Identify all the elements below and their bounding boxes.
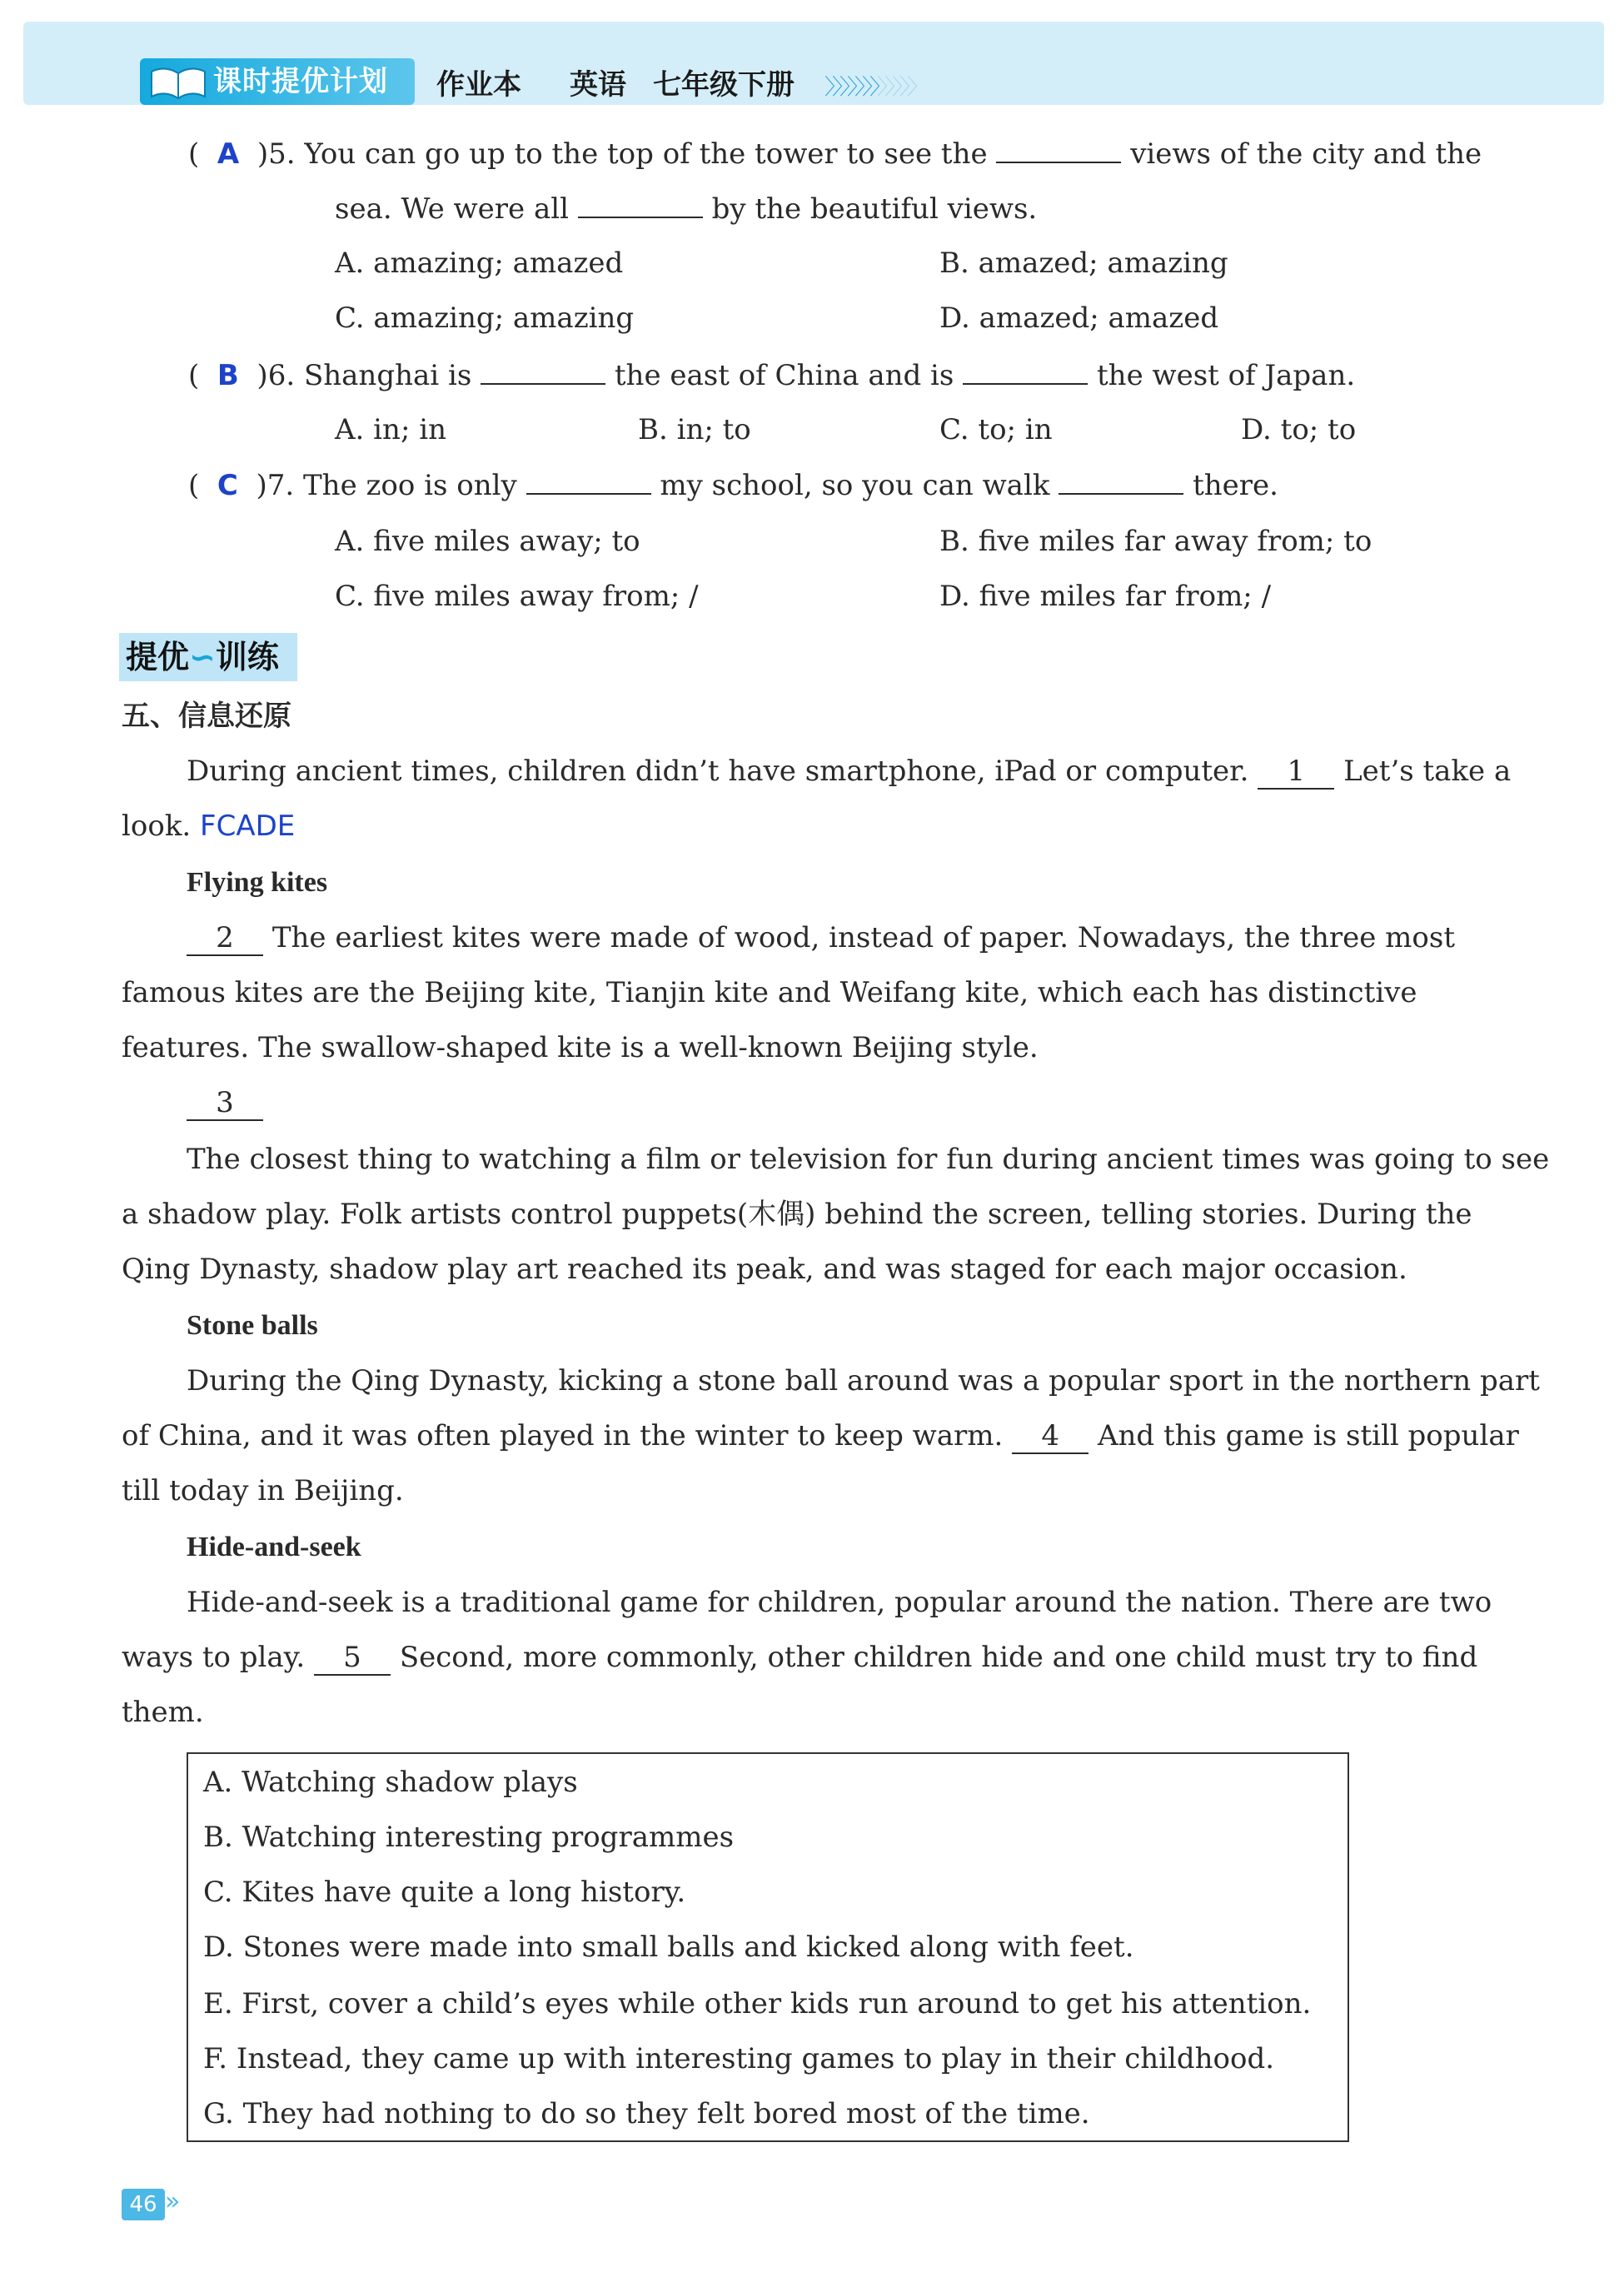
kites-line-2: famous kites are the Beijing kite, Tianjin kite and Weifang kite, which each has distinctive [122, 976, 1417, 1009]
grade: 七年级下册 [653, 68, 795, 102]
choice-c: C. Kites have quite a long history. [203, 1876, 686, 1909]
passage-text: And this game is still popular [1097, 1419, 1519, 1452]
answer-blank [963, 358, 1088, 385]
blank-4: 4 [1012, 1419, 1088, 1454]
answer-blank [481, 358, 605, 385]
brand-name: 课时提优计划 [213, 65, 388, 98]
blank-2: 2 [187, 921, 263, 956]
answer-6: B [217, 359, 239, 392]
question-text: views of the city and the [1130, 137, 1482, 171]
book-type: 作业本 [436, 68, 521, 102]
shadow-line-1: The closest thing to watching a film or television for fun during ancient times was going to see [187, 1143, 1550, 1176]
choice-a: A. Watching shadow plays [203, 1766, 578, 1799]
shadow-line-3: Qing Dynasty, shadow play art reached its peak, and was staged for each major occasion. [122, 1253, 1407, 1286]
passage-text: of China, and it was often played in the winter to keep warm. [122, 1419, 1004, 1452]
brand-logo [140, 58, 415, 105]
question-number: 5. [268, 137, 296, 171]
option-b: B. in; to [638, 413, 751, 446]
passage-text: ways to play. [122, 1641, 306, 1674]
option-d: D. to; to [1241, 413, 1357, 446]
heading-stone-balls: Stone balls [187, 1310, 318, 1341]
question-5-line-2 [335, 192, 1037, 226]
chevron-right-icon: » [165, 2187, 181, 2216]
hide-line-1: Hide-and-seek is a traditional game for children, popular around the nation. There are two [187, 1586, 1492, 1619]
stone-line-1: During the Qing Dynasty, kicking a stone ball around was a popular sport in the northern part [187, 1364, 1540, 1398]
swirl-icon: ∽ [189, 639, 216, 675]
blank-5: 5 [314, 1641, 391, 1676]
option-d: D. amazed; amazed [939, 301, 1219, 335]
question-5-line-1: ( A )5. You can go up to the top of the tower to see the views of the city and the [188, 137, 1482, 171]
answer-5: A [217, 137, 240, 171]
question-text: the west of Japan. [1097, 359, 1356, 392]
answer-blank [996, 137, 1121, 163]
option-c: C. to; in [939, 413, 1053, 446]
question-7-line-1: ( C )7. The zoo is only my school, so you can walk there. [188, 469, 1278, 502]
answer-key: FCADE [200, 810, 296, 843]
choice-d: D. Stones were made into small balls and kicked along with feet. [203, 1931, 1134, 1964]
tab-label: 训练 [215, 639, 279, 675]
passage-text: look. [122, 810, 192, 843]
subject: 英语 [570, 68, 626, 102]
question-text: sea. We were all [335, 192, 569, 226]
passage-text: During ancient times, children didn’t have smartphone, iPad or computer. [187, 755, 1249, 788]
question-text: Shanghai is [303, 359, 472, 392]
passage-text: The earliest kites were made of wood, instead of paper. Nowadays, the three most [271, 921, 1455, 954]
option-d: D. five miles far from; / [939, 580, 1272, 613]
answer-blank [578, 192, 703, 218]
choice-e: E. First, cover a child’s eyes while other kids run around to get his attention. [203, 1987, 1312, 2020]
chevron-arrows-icon: 〉〉〉〉〉〉〉〉〉〉〉〉 [824, 75, 926, 100]
option-b: B. amazed; amazing [939, 247, 1228, 280]
section-title: 五、信息还原 [122, 700, 291, 733]
blank-3: 3 [187, 1086, 263, 1121]
page-number: 46 [122, 2189, 165, 2220]
stone-line-2 [122, 1419, 1519, 1454]
question-number: 7. [267, 469, 295, 502]
question-text: there. [1193, 469, 1278, 502]
choice-f: F. Instead, they came up with interesting games to play in their childhood. [203, 2042, 1275, 2075]
option-a: A. amazing; amazed [335, 247, 624, 280]
answer-7: C [217, 469, 238, 502]
heading-flying-kites: Flying kites [187, 867, 328, 898]
answer-blank [526, 468, 651, 495]
shadow-line-2: a shadow play. Folk artists control puppets(木偶) behind the screen, telling stories. During the [122, 1198, 1472, 1231]
shadow-heading-blank [187, 1086, 263, 1121]
question-text: The zoo is only [303, 469, 517, 502]
section-tab [119, 633, 297, 681]
tab-label: 提优 [126, 639, 190, 675]
question-6-line-1: ( B )6. Shanghai is the east of China and is the west of Japan. [188, 359, 1356, 392]
intro-line-1 [187, 755, 1511, 790]
option-a: A. in; in [335, 413, 446, 446]
option-c: C. five miles away from; / [335, 580, 699, 613]
question-text: the east of China and is [614, 359, 954, 392]
stone-line-3: till today in Beijing. [122, 1474, 404, 1507]
choice-b: B. Watching interesting programmes [203, 1821, 735, 1854]
intro-line-2 [122, 810, 295, 843]
question-text: my school, so you can walk [660, 469, 1050, 502]
passage-text: Let’s take a [1343, 755, 1512, 788]
blank-1: 1 [1258, 755, 1334, 790]
kites-line-1 [187, 921, 1455, 956]
option-a: A. five miles away; to [335, 525, 640, 558]
passage-text: Second, more commonly, other children hide and one child must try to find [399, 1641, 1478, 1674]
option-b: B. five miles far away from; to [939, 525, 1372, 558]
question-text: by the beautiful views. [711, 192, 1038, 226]
hide-line-3: them. [122, 1696, 204, 1729]
option-c: C. amazing; amazing [335, 301, 635, 335]
answer-blank [1059, 468, 1183, 495]
options-box [187, 1752, 1349, 2142]
question-text: You can go up to the top of the tower to see the [304, 137, 988, 171]
question-number: 6. [267, 359, 296, 392]
choice-g: G. They had nothing to do so they felt bored most of the time. [203, 2097, 1090, 2130]
open-book-icon [148, 63, 208, 100]
heading-hide-and-seek: Hide-and-seek [187, 1532, 361, 1562]
hide-line-2 [122, 1641, 1477, 1676]
kites-line-3: features. The swallow-shaped kite is a well-known Beijing style. [122, 1031, 1039, 1064]
